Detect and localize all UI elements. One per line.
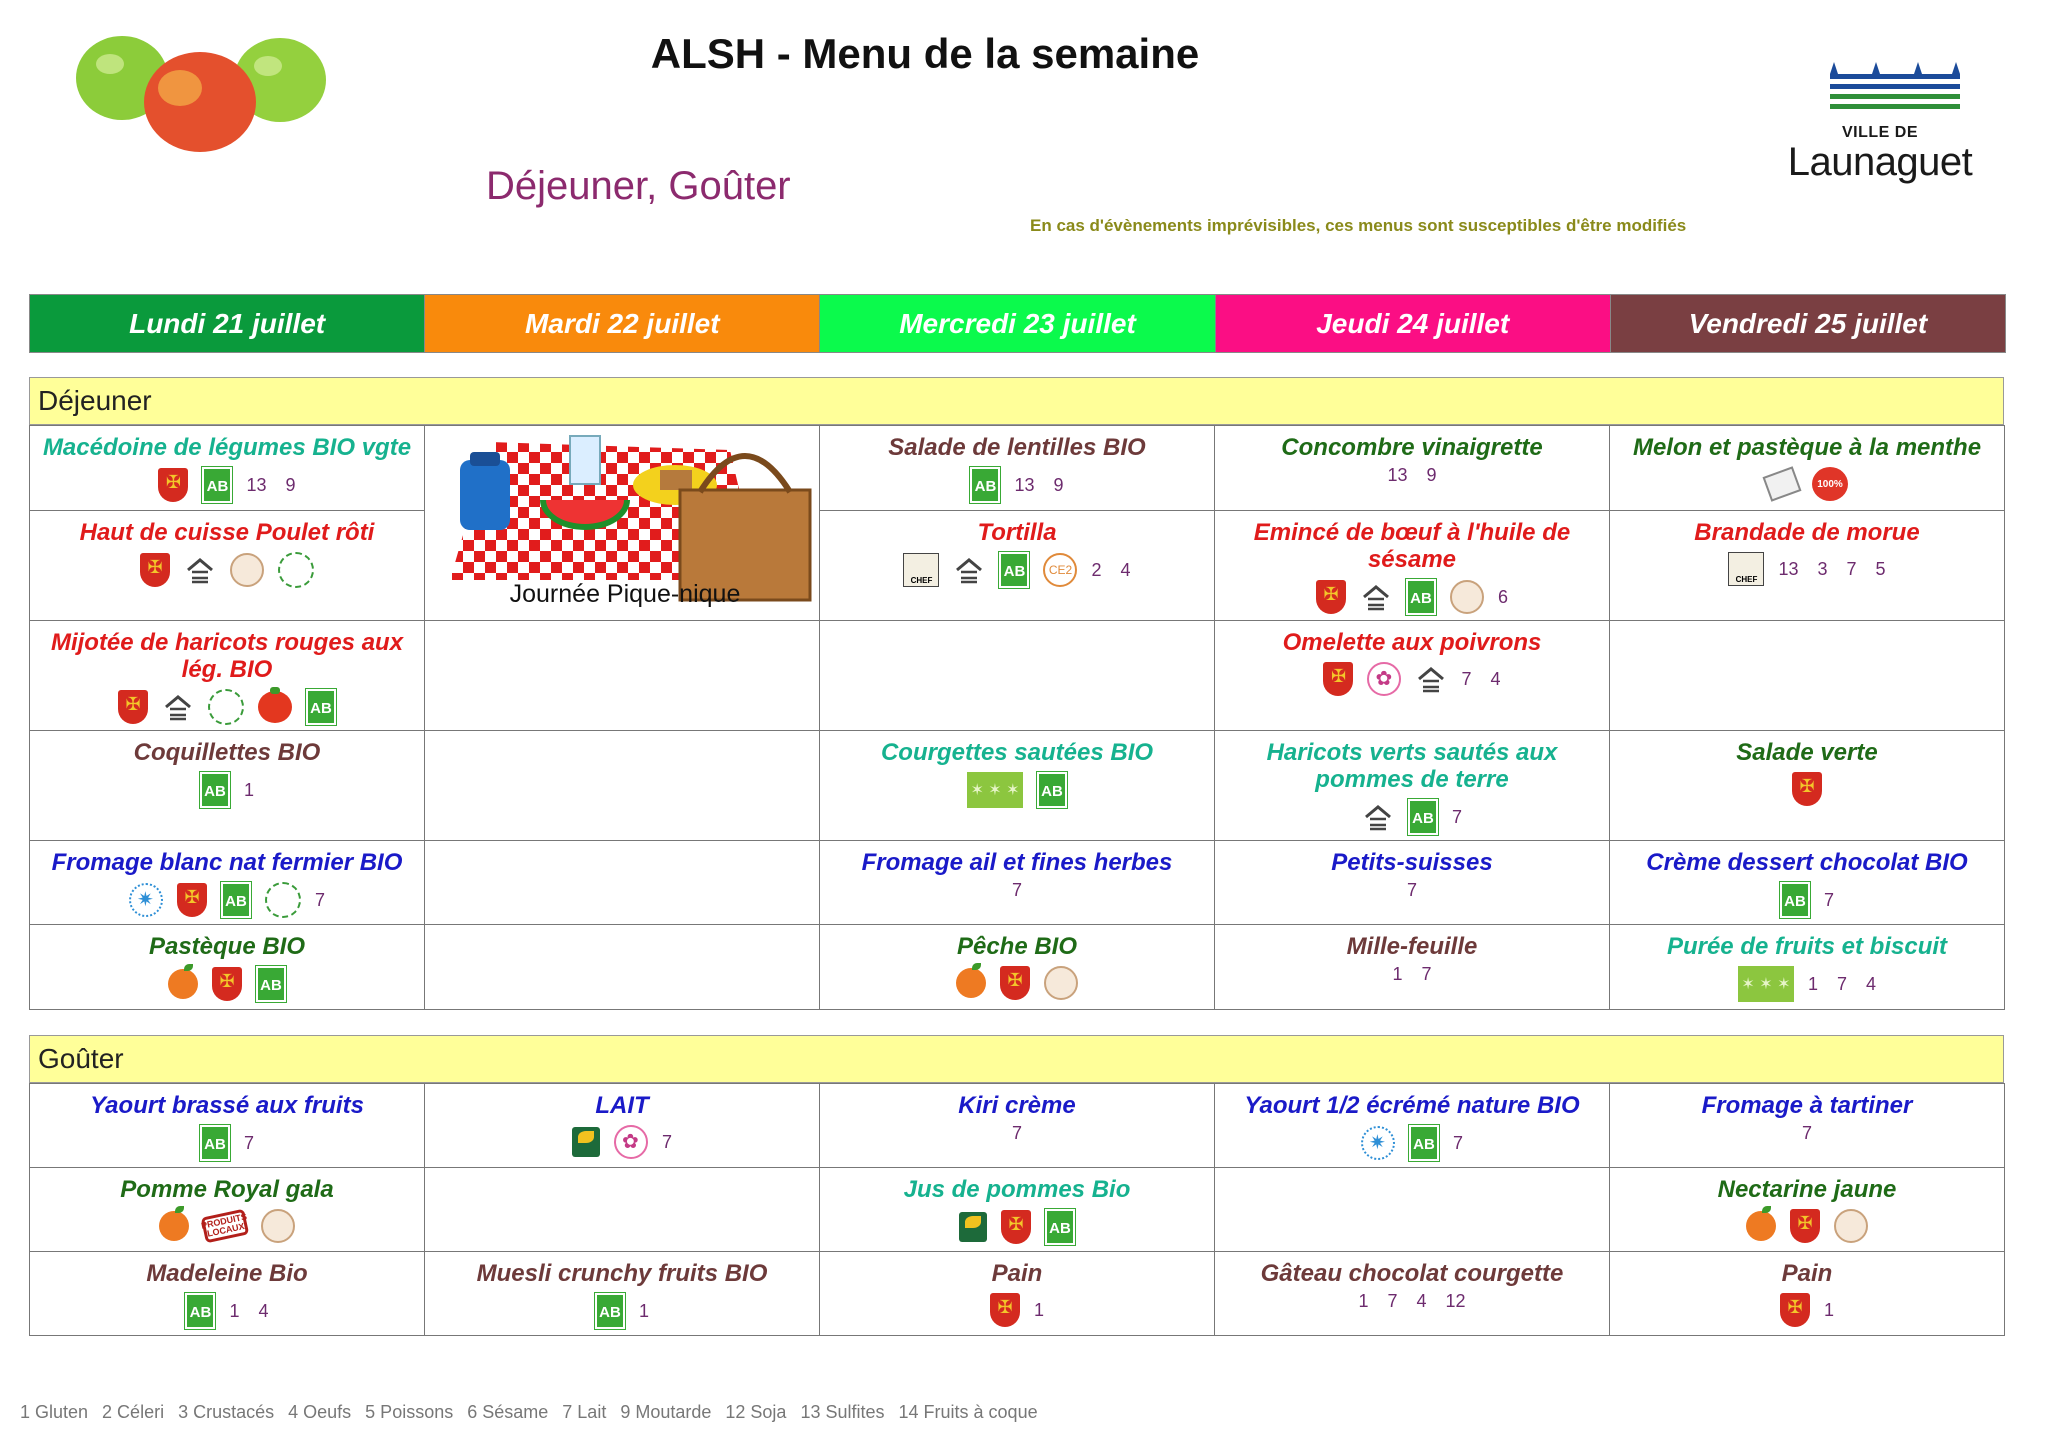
eu-bio-icon: ✶ ✶ ✶	[967, 772, 1023, 808]
allergen-codes: 7	[243, 1132, 254, 1153]
table-row	[30, 1168, 2005, 1252]
menu-cell	[1215, 1252, 1610, 1336]
menu-cell	[1610, 925, 2005, 1010]
dish-name: Emincé de bœuf à l'huile de sésame	[1253, 519, 1571, 573]
table-row	[30, 731, 2005, 841]
label-icons	[34, 467, 420, 503]
allergen-codes: 1	[1823, 1299, 1834, 1320]
allergen-codes: 7	[314, 889, 325, 910]
menu-cell	[820, 731, 1215, 841]
day-header-3: Jeudi 24 juillet	[1216, 295, 1611, 352]
dish-name: Pastèque BIO	[148, 933, 306, 960]
eco-label-icon	[278, 552, 314, 588]
picnic-label: Journée Pique-nique	[509, 580, 741, 608]
day-header-2: Mercredi 23 juillet	[820, 295, 1215, 352]
day-header-1: Mardi 22 juillet	[425, 295, 820, 352]
ab-bio-icon: AB	[200, 1125, 230, 1161]
allergen-codes: 1	[1033, 1299, 1044, 1320]
label-icons	[1614, 882, 2000, 918]
label-icons	[1219, 662, 1605, 696]
dish-name: Macédoine de légumes BIO vgte	[42, 434, 412, 461]
orange-icon	[168, 969, 198, 999]
shield-icon	[212, 967, 242, 1001]
legend-item: 2 Céleri	[102, 1402, 165, 1422]
menu-cell	[1215, 621, 1610, 731]
dish-name: Muesli crunchy fruits BIO	[476, 1260, 768, 1287]
allergen-codes: 7 4	[1461, 668, 1501, 689]
legend-item: 7 Lait	[562, 1402, 607, 1422]
legend-item: 12 Soja	[725, 1402, 787, 1422]
day-header-4: Vendredi 25 juillet	[1611, 295, 2005, 352]
label-icons	[824, 966, 1210, 1000]
section-gouter-band: Goûter	[29, 1035, 2004, 1083]
dish-name: Haricots verts sautés aux pommes de terre	[1266, 739, 1558, 793]
menu-cell	[820, 1168, 1215, 1252]
mascot-icon	[1367, 662, 1401, 696]
label-icons	[34, 1209, 420, 1243]
house-icon	[162, 693, 194, 721]
dish-name: Omelette aux poivrons	[1282, 629, 1542, 656]
ab-bio-icon: AB	[1408, 799, 1438, 835]
menu-cell	[1610, 1168, 2005, 1252]
chef-icon: CHEF	[903, 553, 939, 587]
label-icons	[34, 772, 420, 808]
ab-bio-icon: AB	[1780, 882, 1810, 918]
dish-name: Madeleine Bio	[146, 1260, 308, 1287]
menu-cell	[1610, 731, 2005, 841]
label-icons	[34, 552, 420, 588]
legend-item: 1 Gluten	[20, 1402, 89, 1422]
label-icons	[1614, 1293, 2000, 1327]
allergen-codes: 7	[1452, 1132, 1463, 1153]
eco-label-icon	[208, 689, 244, 725]
allergen-codes: 7	[1451, 806, 1462, 827]
dish-name: Mille-feuille	[1346, 933, 1478, 960]
allergen-codes: 6	[1497, 586, 1508, 607]
gouter-table	[29, 1083, 2005, 1336]
menu-cell	[1610, 426, 2005, 511]
menu-cell	[820, 511, 1215, 621]
ab-bio-icon: AB	[202, 467, 232, 503]
menu-cell	[1610, 1084, 2005, 1168]
sign-icon	[1763, 466, 1802, 501]
dish-name: Tortilla	[977, 519, 1057, 546]
label-icons	[34, 882, 420, 918]
dish-name: Pain	[991, 1260, 1043, 1287]
launaguet-logo	[1780, 58, 1980, 190]
table-row	[30, 925, 2005, 1010]
dish-name: Salade verte	[1736, 739, 1878, 766]
menu-cell	[820, 426, 1215, 511]
legend-item: 5 Poissons	[365, 1402, 454, 1422]
menu-cell	[425, 731, 820, 841]
ab-bio-icon: AB	[1045, 1209, 1075, 1245]
menu-cell	[1610, 1252, 2005, 1336]
menu-cell	[30, 1168, 425, 1252]
label-icons	[824, 772, 1210, 808]
menu-cell	[30, 841, 425, 925]
dish-name: Salade de lentilles BIO	[888, 434, 1146, 461]
dish-name: Crème dessert chocolat BIO	[1646, 849, 1968, 876]
menu-cell	[820, 841, 1215, 925]
menu-cell	[820, 925, 1215, 1010]
label-icons	[34, 689, 420, 725]
page-title: ALSH - Menu de la semaine	[650, 30, 1200, 77]
label-icons	[1219, 799, 1605, 835]
dish-name: Fromage à tartiner	[1701, 1092, 1913, 1119]
dish-name: Mijotée de haricots rouges aux lég. BIO	[50, 629, 404, 683]
menu-cell	[1215, 1168, 1610, 1252]
dish-name: Haut de cuisse Poulet rôti	[79, 519, 375, 546]
dish-name: LAIT	[595, 1092, 649, 1119]
allergen-codes: 1 7 4	[1807, 973, 1877, 994]
logo-name-text: Launaguet	[1787, 140, 1973, 184]
dish-name: Coquillettes BIO	[133, 739, 321, 766]
menu-cell	[1215, 925, 1610, 1010]
menu-cell	[30, 426, 425, 511]
eu-bio-icon: ✶ ✶ ✶	[1738, 966, 1794, 1002]
dejeuner-table	[29, 425, 2005, 1010]
legend-item: 14 Fruits à coque	[898, 1402, 1038, 1422]
mascot-icon	[614, 1125, 648, 1159]
table-row	[30, 1084, 2005, 1168]
menu-cell	[425, 925, 820, 1010]
dish-name: Fromage blanc nat fermier BIO	[51, 849, 403, 876]
label-icon	[572, 1127, 600, 1157]
orange-icon	[1746, 1211, 1776, 1241]
label-icons	[429, 1293, 815, 1329]
ab-bio-icon: AB	[1406, 579, 1436, 615]
farm-round-icon	[230, 553, 264, 587]
menu-cell	[30, 621, 425, 731]
allergen-codes: 7	[1011, 880, 1022, 900]
menu-cell	[425, 621, 820, 731]
shield-icon	[1790, 1209, 1820, 1243]
legend-item: 9 Moutarde	[620, 1402, 712, 1422]
label-icons	[1219, 579, 1605, 615]
table-row	[30, 841, 2005, 925]
menu-cell	[820, 621, 1215, 731]
label-icons	[429, 1125, 815, 1159]
menu-cell	[30, 1252, 425, 1336]
house-icon	[1360, 583, 1392, 611]
page-subtitle: Déjeuner, Goûter	[486, 164, 791, 208]
day-header-0: Lundi 21 juillet	[30, 295, 425, 352]
ab-bio-icon: AB	[1409, 1125, 1439, 1161]
day-header-row	[29, 294, 2006, 353]
ab-bio-icon: AB	[221, 882, 251, 918]
legend-item: 3 Crustacés	[178, 1402, 275, 1422]
dish-name: Fromage ail et fines herbes	[861, 849, 1173, 876]
ab-bio-icon: AB	[999, 552, 1029, 588]
menu-cell	[425, 1168, 820, 1252]
ce2-icon: CE2	[1043, 553, 1077, 587]
shield-icon	[1316, 580, 1346, 614]
label-icons	[34, 1293, 420, 1329]
menu-cell	[30, 511, 425, 621]
allergen-codes: 1 7	[1392, 964, 1432, 984]
house-icon	[953, 556, 985, 584]
section-dejeuner-band: Déjeuner	[29, 377, 2004, 425]
label-icons	[1614, 467, 2000, 501]
menu-cell	[1610, 621, 2005, 731]
allergen-codes: 7	[1801, 1123, 1812, 1143]
label-icons	[824, 552, 1210, 588]
local-products-icon: PRODUITS LOCAUX	[201, 1209, 249, 1244]
label-icons	[1614, 552, 2000, 586]
menu-cell	[820, 1252, 1215, 1336]
allergen-legend	[20, 1402, 1052, 1423]
chef-icon: CHEF	[1728, 552, 1764, 586]
shield-icon	[990, 1293, 1020, 1327]
table-row	[30, 426, 2005, 511]
orange-icon	[159, 1211, 189, 1241]
label-icons	[34, 966, 420, 1002]
tomato-100-icon: 100%	[1812, 467, 1848, 501]
shield-icon	[1000, 966, 1030, 1000]
menu-cell	[1215, 1084, 1610, 1168]
house-icon	[184, 556, 216, 584]
label-icons	[1614, 966, 2000, 1002]
dish-name: Pomme Royal gala	[120, 1176, 334, 1203]
label-icons	[1219, 1125, 1605, 1161]
shield-icon	[140, 553, 170, 587]
menu-cell	[1610, 841, 2005, 925]
menu-cell	[1215, 731, 1610, 841]
shield-icon	[177, 883, 207, 917]
dish-name: Courgettes sautées BIO	[880, 739, 1154, 766]
allergen-codes: 1	[243, 779, 254, 800]
allergen-codes: 1	[638, 1300, 649, 1321]
menu-cell	[425, 841, 820, 925]
shield-icon	[1780, 1293, 1810, 1327]
table-row	[30, 1252, 2005, 1336]
dish-name: Yaourt 1/2 écrémé nature BIO	[1244, 1092, 1580, 1119]
legend-item: 13 Sulfites	[800, 1402, 885, 1422]
ab-bio-icon: AB	[185, 1293, 215, 1329]
house-icon	[1362, 803, 1394, 831]
allergen-codes: 13 9	[1387, 465, 1437, 485]
star-icon	[129, 883, 163, 917]
dish-name: Purée de fruits et biscuit	[1666, 933, 1948, 960]
label-icons	[1614, 772, 2000, 806]
ab-bio-icon: AB	[595, 1293, 625, 1329]
farm-round-icon	[1834, 1209, 1868, 1243]
farm-round-icon	[1450, 580, 1484, 614]
shield-icon	[158, 468, 188, 502]
menu-cell	[1215, 426, 1610, 511]
farm-round-icon	[1044, 966, 1078, 1000]
menu-cell	[1215, 511, 1610, 621]
ab-bio-icon: AB	[1037, 772, 1067, 808]
label-icons	[824, 1209, 1210, 1245]
allergen-codes: 7	[1823, 889, 1834, 910]
label-icon	[959, 1212, 987, 1242]
ab-bio-icon: AB	[970, 467, 1000, 503]
menu-cell	[1610, 511, 2005, 621]
eco-label-icon	[265, 882, 301, 918]
allergen-codes: 13 9	[246, 474, 296, 495]
table-row	[30, 511, 2005, 621]
dish-name: Yaourt brassé aux fruits	[90, 1092, 364, 1119]
dish-name: Brandade de morue	[1694, 519, 1920, 546]
menu-cell	[1215, 841, 1610, 925]
label-icons	[824, 467, 1210, 503]
shield-icon	[1792, 772, 1822, 806]
menu-cell	[30, 731, 425, 841]
orange-icon	[956, 968, 986, 998]
ab-bio-icon: AB	[256, 966, 286, 1002]
allergen-codes: 13 9	[1014, 474, 1064, 495]
notice-text: En cas d'évènements imprévisibles, ces menus sont susceptibles d'être modifiés	[1030, 216, 1687, 235]
menu-cell	[30, 1084, 425, 1168]
menu-cell	[30, 925, 425, 1010]
dish-name: Petits-suisses	[1331, 849, 1493, 876]
allergen-codes: 7	[1011, 1123, 1022, 1143]
label-icons	[1614, 1209, 2000, 1243]
shield-icon	[1323, 662, 1353, 696]
star-icon	[1361, 1126, 1395, 1160]
menu-cell	[425, 1252, 820, 1336]
shield-icon	[1001, 1210, 1031, 1244]
allergen-codes: 2 4	[1091, 559, 1131, 580]
allergen-codes: 7	[661, 1131, 672, 1152]
legend-item: 6 Sésame	[467, 1402, 549, 1422]
logo-ville-text: VILLE DE	[1841, 124, 1918, 141]
ab-bio-icon: AB	[306, 689, 336, 725]
menu-cell	[425, 1084, 820, 1168]
dish-name: Pain	[1781, 1260, 1833, 1287]
allergen-codes: 13 3 7 5	[1778, 558, 1886, 579]
tomato-icon	[258, 691, 292, 723]
allergen-codes: 7	[1406, 880, 1417, 900]
label-icons	[34, 1125, 420, 1161]
dish-name: Pêche BIO	[956, 933, 1078, 960]
ab-bio-icon: AB	[200, 772, 230, 808]
label-icons	[824, 1293, 1210, 1327]
allergen-codes: 1 7 4 12	[1358, 1291, 1466, 1311]
house-icon	[1415, 665, 1447, 693]
dish-name: Melon et pastèque à la menthe	[1632, 434, 1982, 461]
shield-icon	[118, 690, 148, 724]
menu-cell	[820, 1084, 1215, 1168]
table-row	[30, 621, 2005, 731]
allergen-codes: 1 4	[229, 1300, 269, 1321]
dish-name: Gâteau chocolat courgette	[1260, 1260, 1564, 1287]
dish-name: Nectarine jaune	[1717, 1176, 1897, 1203]
dish-name: Jus de pommes Bio	[903, 1176, 1131, 1203]
legend-item: 4 Oeufs	[288, 1402, 352, 1422]
dish-name: Kiri crème	[958, 1092, 1076, 1119]
farm-round-icon	[261, 1209, 295, 1243]
dish-name: Concombre vinaigrette	[1281, 434, 1543, 461]
